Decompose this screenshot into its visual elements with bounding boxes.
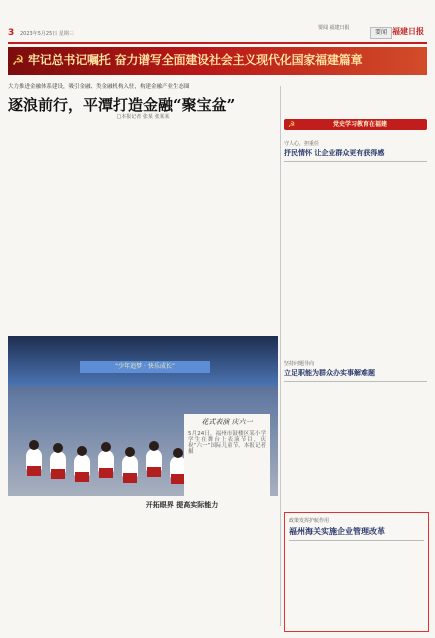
party-emblem-icon: ☭: [288, 120, 296, 129]
sidebar-article-1-col-2: [333, 174, 379, 354]
party-emblem-icon: ☭: [11, 53, 25, 69]
article-byline: □本报记者 张某 张某某: [116, 114, 170, 120]
school-performance-photo: [8, 336, 278, 496]
customs-reform-col-2: [335, 541, 377, 627]
banner-text: 牢记总书记嘱托 奋力谱写全面建设社会主义现代化国家福建篇章: [28, 53, 363, 67]
customs-reform-col-1: [289, 541, 331, 627]
sidebar-article-1-headline: 抒民情怀 让企业群众更有获得感: [284, 149, 385, 157]
section-label: 要闻: [370, 27, 392, 39]
sidebar-article-2-headline: 立足职能为群众办实事解难题: [284, 369, 375, 377]
sidebar-article-1: [284, 140, 427, 165]
photo-caption-title: 花式表演 庆六一: [201, 418, 253, 426]
article-column-3: [140, 126, 202, 333]
sidebar-article-2-col-1: [284, 392, 330, 504]
sidebar-rule: [284, 381, 427, 382]
headline-banner: [8, 47, 427, 75]
sidebar-article-1-col-3: [382, 174, 427, 354]
student-figure: [74, 454, 90, 476]
customs-reform-article: [284, 512, 429, 632]
student-figure: [98, 450, 114, 472]
lower-article-title: 开拓眼界 提高实际能力: [145, 501, 219, 509]
right-sidebar: [284, 82, 427, 630]
stage-banner: “少年追梦 · 快乐成长”: [80, 361, 210, 373]
student-figure: [122, 455, 138, 477]
date-line: 2023年5月25日 星期三: [20, 31, 74, 37]
customs-reform-columns: [289, 541, 424, 627]
sidebar-article-2-col-2: [333, 392, 379, 504]
student-figure: [146, 449, 162, 471]
sidebar-article-2-col-3: [382, 392, 427, 504]
sidebar-rule: [284, 161, 427, 162]
article-lower-column-4: [218, 514, 278, 628]
history-education-title: 党史学习教育在福建: [332, 121, 387, 128]
customs-reform-col-3: [381, 541, 424, 627]
article-lower-column-2: [86, 514, 148, 628]
masthead: [0, 0, 435, 44]
history-education-banner: [284, 119, 427, 130]
customs-reform-kicker: 政策发挥护航作用: [289, 518, 330, 524]
customs-reform-headline: 福州海关实施企业管理改革: [289, 527, 385, 536]
article-lower-column-1: [8, 502, 82, 628]
article-column-4: [206, 126, 278, 333]
student-figure: [26, 448, 42, 470]
photo-caption: [184, 414, 270, 496]
article-column-1: [8, 126, 70, 333]
header-rule: [8, 42, 427, 44]
sidebar-article-2-kicker: 坚持问题导向: [284, 361, 315, 367]
article-column-2: [74, 126, 136, 333]
article-lower-column-3: [152, 514, 214, 628]
page-number: 3: [8, 28, 15, 38]
sidebar-article-2: [284, 360, 427, 385]
sidebar-article-1-kicker: 守人心，担重任: [284, 141, 320, 147]
masthead-info: 要闻 福建日报: [318, 25, 350, 31]
photo-caption-text: 5月24日，福州市鼓楼区某小学学生在舞台上表演节目，庆祝“六一”国际儿童节。本报记者 摄: [188, 431, 266, 455]
column-divider: [280, 86, 281, 626]
article-kicker: 大力推进金融体系建设，吸引金融、类金融机构入驻，构建金融产业生态圈: [8, 84, 190, 90]
student-figure: [50, 451, 66, 473]
main-article: [8, 82, 278, 630]
sidebar-article-1-col-1: [284, 174, 330, 354]
article-headline: 逐浪前行，平潭打造金融“聚宝盆”: [8, 96, 236, 114]
newspaper-logo: 福建日报: [392, 26, 424, 36]
